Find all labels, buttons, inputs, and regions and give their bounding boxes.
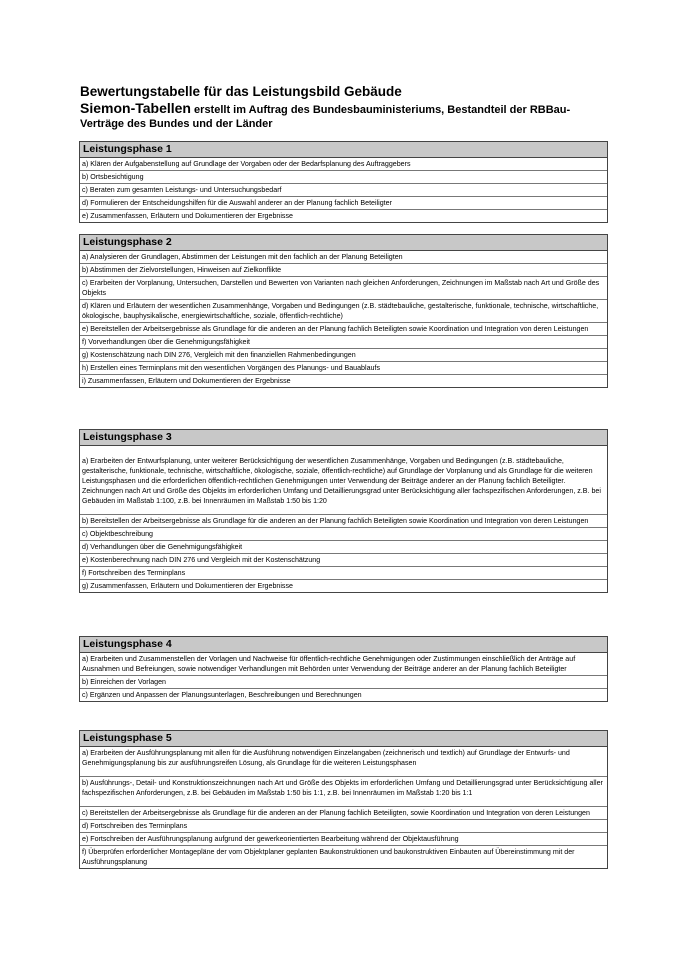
phase-heading: Leistungsphase 2 bbox=[80, 235, 607, 251]
document-subtitle bbox=[80, 101, 610, 131]
table-row: b) Bereitstellen der Arbeitsergebnisse als Grundlage für die anderen an der Planung fachlich Beteiligten sowie Koordination und Integration von deren Leistungen bbox=[80, 515, 607, 528]
table-row: f) Fortschreiben des Terminplans bbox=[80, 567, 607, 580]
table-row: b) Abstimmen der Zielvorstellungen, Hinweisen auf Zielkonflikte bbox=[80, 264, 607, 277]
table-row: g) Zusammenfassen, Erläutern und Dokumentieren der Ergebnisse bbox=[82, 582, 293, 590]
subtitle-emphasis: Siemon-Tabellen bbox=[80, 100, 191, 116]
table-row: g) Kostenschätzung nach DIN 276, Vergleich mit den finanziellen Rahmenbedingungen bbox=[80, 349, 607, 362]
table-row: b) Ausführungs-, Detail- und Konstruktionszeichnungen nach Art und Größe des Objekts im erforderlichen Umfang und Detaillierungsgrad unter Berücksichtigung aller fachspezifischen Anforderungen, z.B. bei Gebäuden im Maßstab 1:50 bis 1:1, z.B. bei Innenräumen im Maßstab 1:20 bis 1:1 bbox=[80, 777, 607, 807]
phase-section-1 bbox=[79, 141, 608, 223]
phase-heading: Leistungsphase 5 bbox=[80, 731, 607, 747]
phase-section-4 bbox=[79, 636, 608, 702]
table-row: e) Fortschreiben der Ausführungsplanung aufgrund der gewerkeorientierten Bearbeitung während der Objektausführung bbox=[80, 833, 607, 846]
table-row: e) Zusammenfassen, Erläutern und Dokumentieren der Ergebnisse bbox=[82, 212, 293, 220]
table-row: d) Fortschreiben des Terminplans bbox=[80, 820, 607, 833]
table-row: h) Erstellen eines Terminplans mit den wesentlichen Vorgängen des Planungs- und Bauablaufs bbox=[80, 362, 607, 375]
table-row: a) Erarbeiten der Ausführungsplanung mit allen für die Ausführung notwendigen Einzelangaben (zeichnerisch und textlich) auf Grundlage der Entwurfs- und Genehmigungsplanung bis zur ausführungsreifen Lösung, als Grundlage für die weiteren Leistungsphasen bbox=[80, 747, 607, 777]
table-row: e) Kostenberechnung nach DIN 276 und Vergleich mit der Kostenschätzung bbox=[80, 554, 607, 567]
document-title: Bewertungstabelle für das Leistungsbild Gebäude bbox=[80, 84, 402, 99]
phase-section-2 bbox=[79, 234, 608, 388]
phase-section-5 bbox=[79, 730, 608, 869]
table-row: e) Bereitstellen der Arbeitsergebnisse als Grundlage für die anderen an der Planung fachlich Beteiligten sowie Koordination und Integration von deren Leistungen bbox=[80, 323, 607, 336]
table-row: b) Ortsbesichtigung bbox=[80, 171, 607, 184]
phase-heading: Leistungsphase 4 bbox=[80, 637, 607, 653]
table-row: d) Formulieren der Entscheidungshilfen für die Auswahl anderer an der Planung fachlich Beteiligter bbox=[80, 197, 607, 210]
table-row: c) Ergänzen und Anpassen der Planungsunterlagen, Beschreibungen und Berechnungen bbox=[82, 691, 362, 699]
table-row: f) Vorverhandlungen über die Genehmigungsfähigkeit bbox=[80, 336, 607, 349]
table-row: b) Einreichen der Vorlagen bbox=[80, 676, 607, 689]
table-row: d) Verhandlungen über die Genehmigungsfähigkeit bbox=[80, 541, 607, 554]
table-row: f) Überprüfen erforderlicher Montagepläne der vom Objektplaner geplanten Baukonstruktionen und baukonstruktiven Einbauten auf Übereinstimmung mit der Ausführungsplanung bbox=[82, 848, 575, 866]
table-row: c) Objektbeschreibung bbox=[80, 528, 607, 541]
table-row: a) Klären der Aufgabenstellung auf Grundlage der Vorgaben oder der Bedarfsplanung des Auftraggebers bbox=[80, 158, 607, 171]
table-row: d) Klären und Erläutern der wesentlichen Zusammenhänge, Vorgaben und Bedingungen (z.B. städtebauliche, gestalterische, funktionale, technische, wirtschaftliche, ökologische, bauphysikalische, energiewirtschaftliche, soziale, öffentlich-rechtliche) bbox=[80, 300, 607, 323]
table-row: a) Erarbeiten der Entwurfsplanung, unter weiterer Berücksichtigung der wesentlichen Zusammenhänge, Vorgaben und Bedingungen (z.B. städtebauliche, gestalterische, funktionale, technische, wirtschaftliche, ökologische, soziale, öffentlich-rechtliche) auf Grundlage der Vorplanung und als Grundlage für die weiteren Leistungsphasen und die erforderlichen öffentlich-rechtlichen Genehmigungen unter Verwendung der Beiträge anderer an der Planung fachlich Beteiligter. Zeichnungen nach Art und Größe des Objekts im erforderlichen Umfang und Detaillierungsgrad unter Berücksichtigung aller fachspezifischen Anforderungen, z.B. bei Gebäuden im Maßstab 1:100, z.B. bei Innenräumen im Maßstab 1:50 bis 1:20 bbox=[80, 446, 607, 515]
table-row: a) Erarbeiten und Zusammenstellen der Vorlagen und Nachweise für öffentlich-rechtliche Genehmigungen oder Zustimmungen einschließlich der Anträge auf Ausnahmen und Befreiungen, sowie notwendiger Verhandlungen mit Behörden unter Verwendung der Beiträge anderer an der Planung fachlich Beteiligter bbox=[80, 653, 607, 676]
phase-heading: Leistungsphase 3 bbox=[80, 430, 607, 446]
phase-heading: Leistungsphase 1 bbox=[80, 142, 607, 158]
phase-section-3 bbox=[79, 429, 608, 593]
subtitle-text: erstellt im Auftrag des Bundesbauministeriums, Bestandteil der RBBau-Verträge des Bundes und der Länder bbox=[80, 104, 571, 130]
table-row: i) Zusammenfassen, Erläutern und Dokumentieren der Ergebnisse bbox=[82, 377, 291, 385]
table-row: a) Analysieren der Grundlagen, Abstimmen der Leistungen mit den fachlich an der Planung Beteiligten bbox=[80, 251, 607, 264]
table-row: c) Bereitstellen der Arbeitsergebnisse als Grundlage für die anderen an der Planung fachlich Beteiligten, sowie Koordination und Integration von deren Leistungen bbox=[80, 807, 607, 820]
table-row: c) Beraten zum gesamten Leistungs- und Untersuchungsbedarf bbox=[80, 184, 607, 197]
table-row: c) Erarbeiten der Vorplanung, Untersuchen, Darstellen und Bewerten von Varianten nach gleichen Anforderungen, Zeichnungen im Maßstab nach Art und Größe des Objekts bbox=[80, 277, 607, 300]
